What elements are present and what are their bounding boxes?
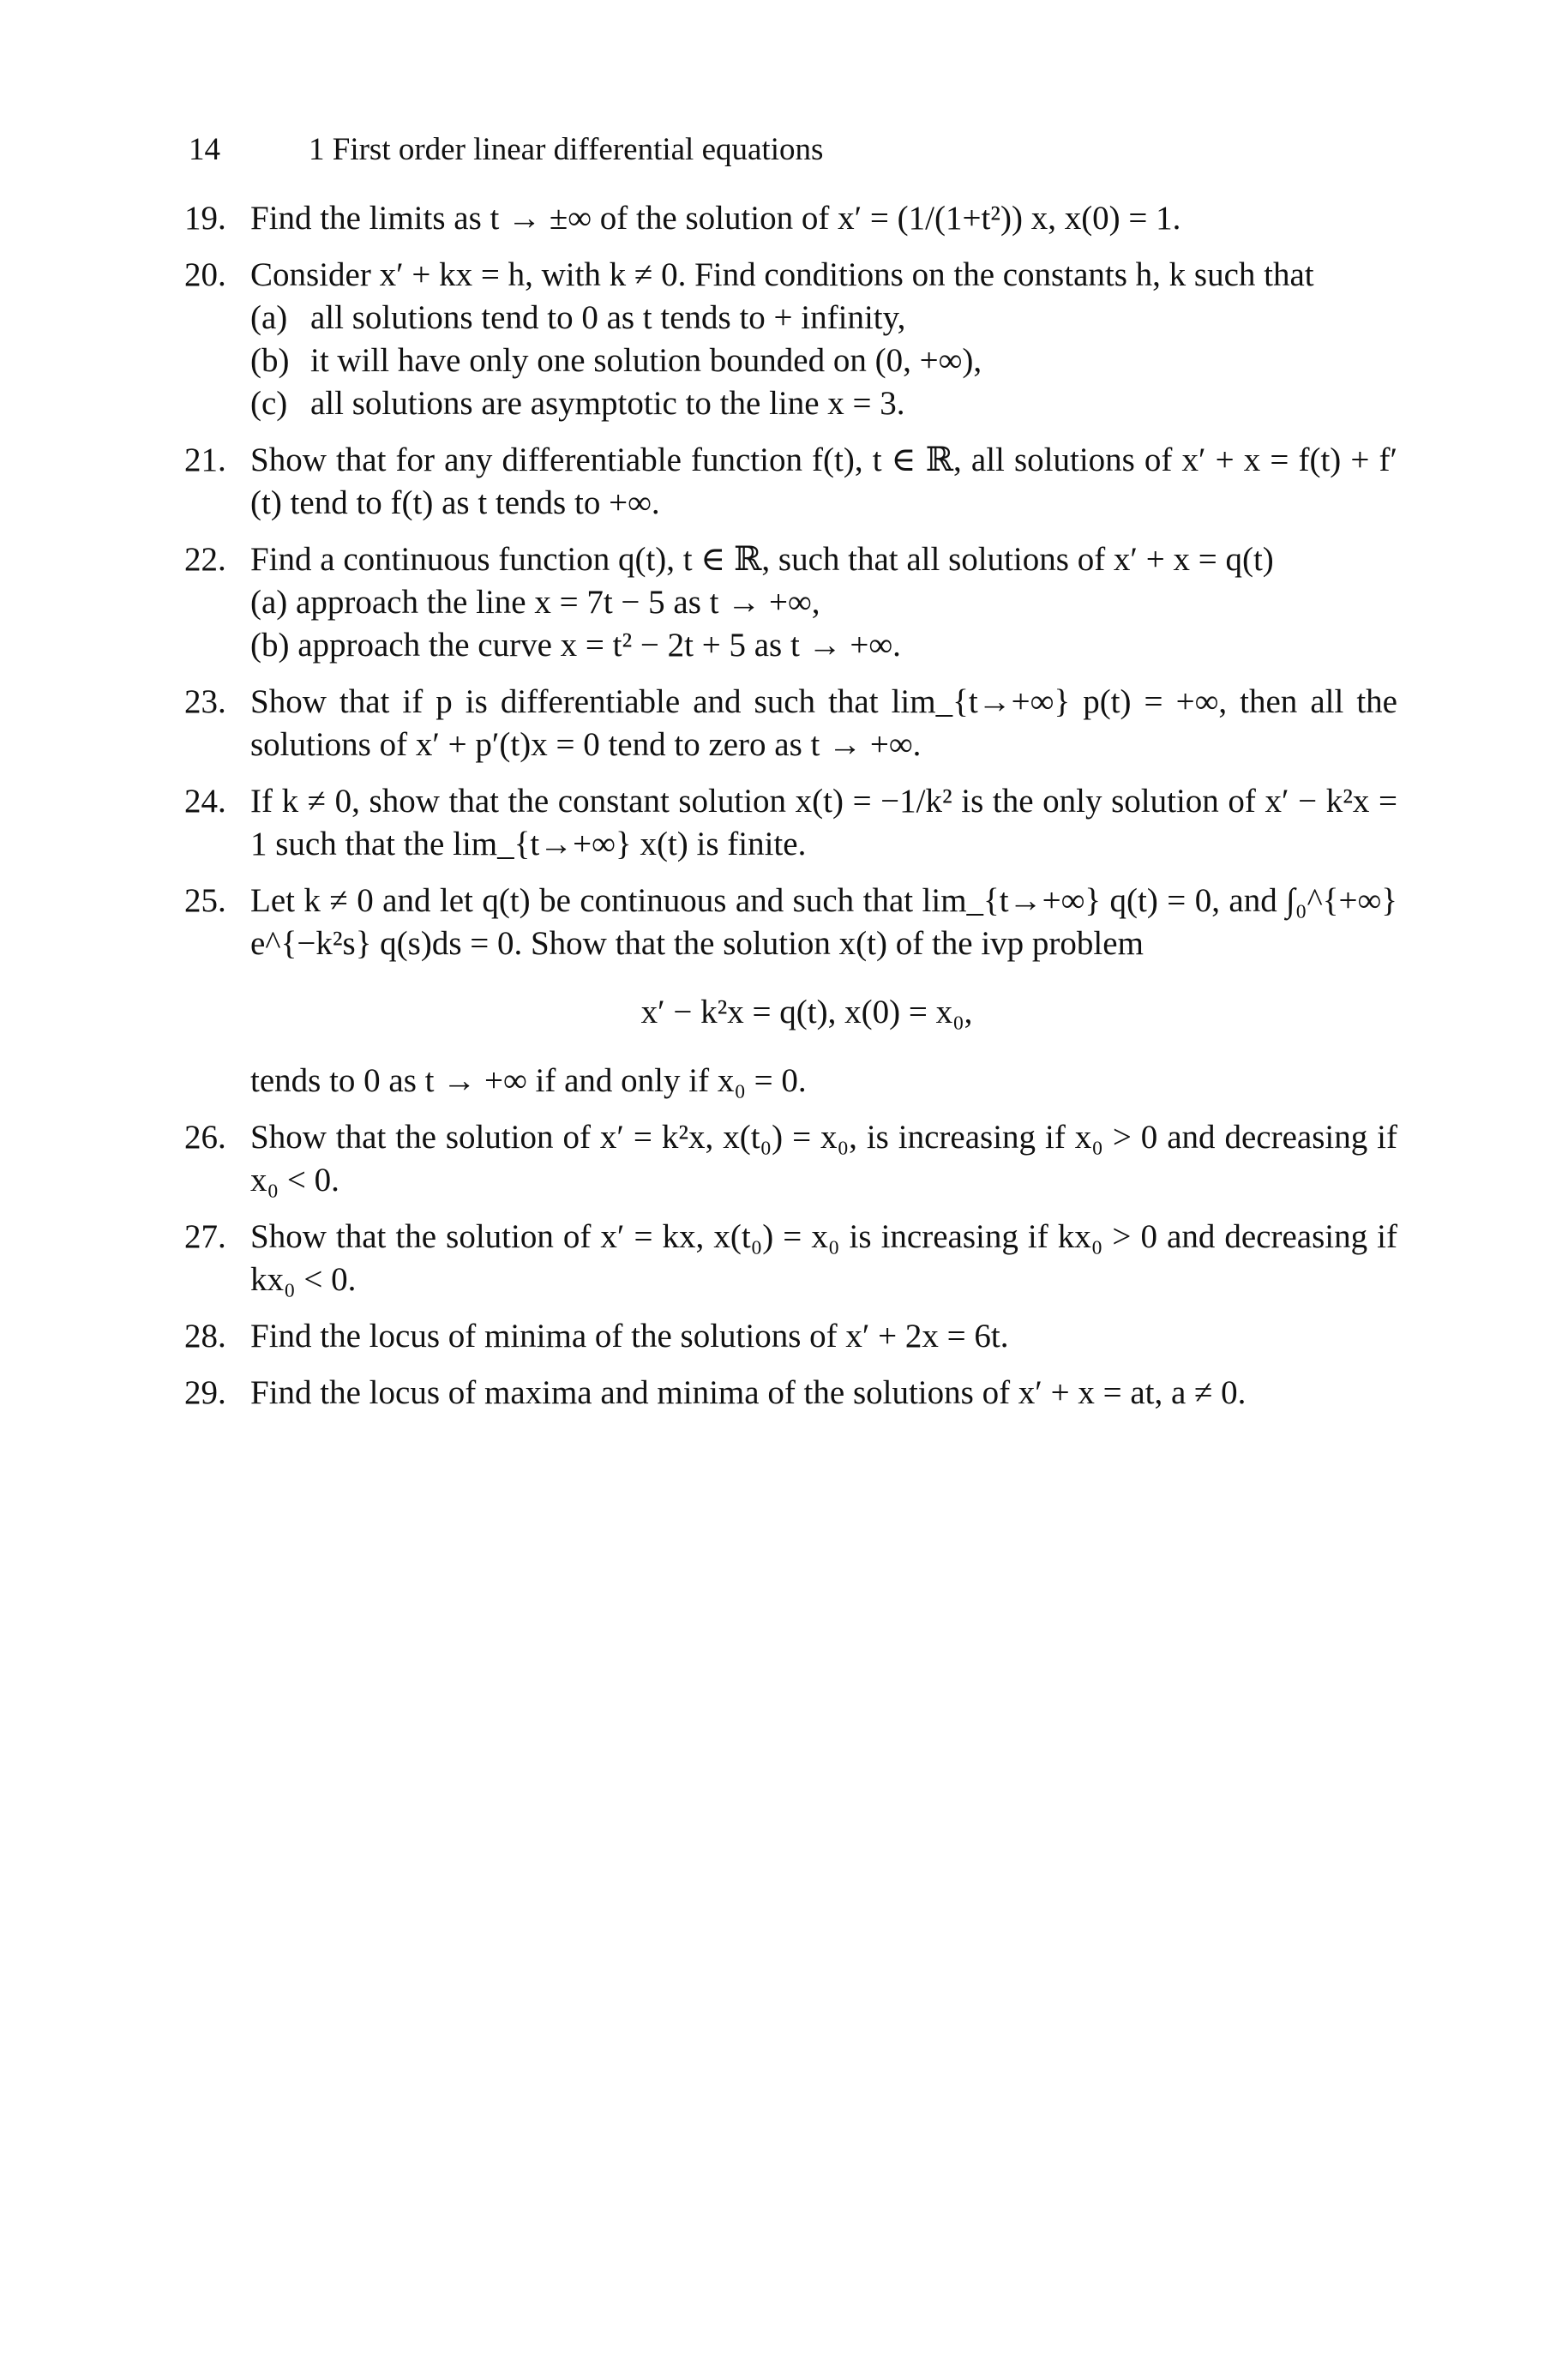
exercise-text: Show that if p is differentiable and such that lim_{t→+∞} p(t) = +∞, then all the solutions of x′ + p′(t)x = 0 tend to zero as t → +∞.	[250, 683, 1397, 763]
part-text: all solutions tend to 0 as t tends to + infinity,	[310, 299, 906, 336]
exercise-27	[184, 1216, 1397, 1301]
exercise-number: 20.	[184, 256, 226, 293]
exercise-text-continued: tends to 0 as t → +∞ if and only if x₀ = 0.	[250, 1062, 807, 1099]
exercise-number: 19.	[184, 200, 226, 237]
exercise-text: Let k ≠ 0 and let q(t) be continuous and such that lim_{t→+∞} q(t) = 0, and ∫₀^{+∞} e^{−k²s} q(s)ds = 0. Show that the solution x(t) of the ivp problem	[250, 882, 1397, 962]
part-label: (a)	[250, 299, 288, 336]
part-label: (a)	[250, 584, 288, 621]
part-label: (b)	[250, 342, 290, 379]
exercise-number: 25.	[184, 882, 226, 919]
exercise-21	[184, 439, 1397, 525]
exercise-number: 24.	[184, 783, 226, 820]
exercise-28	[184, 1315, 1397, 1358]
exercise-number: 22.	[184, 541, 226, 578]
exercise-22	[184, 538, 1397, 667]
exercise-part	[250, 581, 1397, 624]
exercise-number: 27.	[184, 1218, 226, 1255]
part-text: approach the line x = 7t − 5 as t → +∞,	[296, 584, 820, 621]
exercise-number: 29.	[184, 1374, 226, 1411]
part-label: (b)	[250, 627, 290, 664]
exercise-text: If k ≠ 0, show that the constant solution x(t) = −1/k² is the only solution of x′ − k²x = 1 such that the lim_{t→+∞} x(t) is finite.	[250, 783, 1397, 862]
part-label: (c)	[250, 385, 288, 422]
exercise-19	[184, 197, 1397, 240]
display-equation: x′ − k²x = q(t), x(0) = x₀,	[640, 994, 973, 1030]
exercise-list	[184, 197, 1397, 1428]
exercise-number: 28.	[184, 1318, 226, 1355]
exercise-20	[184, 254, 1397, 425]
exercise-number: 21.	[184, 442, 226, 478]
exercise-part	[250, 624, 1397, 667]
exercise-text: Consider x′ + kx = h, with k ≠ 0. Find conditions on the constants h, k such that	[250, 256, 1314, 293]
exercise-number: 23.	[184, 683, 226, 720]
exercise-part	[250, 382, 1397, 425]
exercise-text: Find the limits as t → ±∞ of the solution of x′ = (1/(1+t²)) x, x(0) = 1.	[250, 200, 1181, 237]
exercise-part	[250, 297, 1397, 339]
exercise-25	[184, 880, 1397, 1102]
exercise-part	[250, 339, 1397, 382]
running-title: 1 First order linear differential equations	[309, 132, 824, 167]
exercise-24	[184, 780, 1397, 866]
exercise-23	[184, 681, 1397, 766]
part-text: approach the curve x = t² − 2t + 5 as t → +∞.	[297, 627, 901, 664]
exercise-text: Find a continuous function q(t), t ∈ ℝ, such that all solutions of x′ + x = q(t)	[250, 541, 1274, 578]
exercise-text: Show that for any differentiable function f(t), t ∈ ℝ, all solutions of x′ + x = f(t) + f′(t) tend to f(t) as t tends to +∞.	[250, 442, 1397, 521]
exercise-number: 26.	[184, 1119, 226, 1156]
exercise-text: Find the locus of minima of the solutions of x′ + 2x = 6t.	[250, 1318, 1009, 1355]
exercise-26	[184, 1116, 1397, 1202]
page-header	[189, 129, 823, 171]
exercise-text: Show that the solution of x′ = kx, x(t₀) = x₀ is increasing if kx₀ > 0 and decreasing if kx₀ < 0.	[250, 1218, 1397, 1298]
exercise-text: Show that the solution of x′ = k²x, x(t₀) = x₀, is increasing if x₀ > 0 and decreasing if x₀ < 0.	[250, 1119, 1397, 1199]
part-text: it will have only one solution bounded on (0, +∞),	[310, 342, 982, 379]
page-number: 14	[189, 132, 220, 167]
part-text: all solutions are asymptotic to the line x = 3.	[310, 385, 905, 422]
exercise-text: Find the locus of maxima and minima of the solutions of x′ + x = at, a ≠ 0.	[250, 1374, 1247, 1411]
exercise-29	[184, 1372, 1397, 1415]
